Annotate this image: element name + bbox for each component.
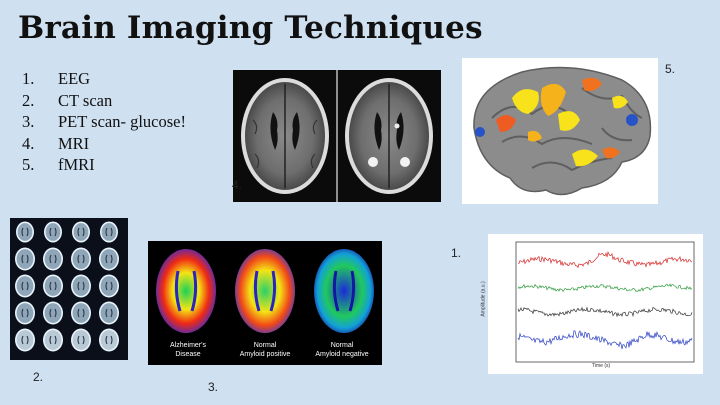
eeg-caption: 1. [451, 246, 462, 260]
fmri-image [462, 58, 658, 204]
eeg-xlabel: Time (s) [592, 363, 611, 369]
slide-title: Brain Imaging Techniques [18, 10, 483, 46]
list-number: 1. [22, 69, 35, 88]
ct-slice [99, 329, 119, 352]
ct-slice [15, 329, 35, 352]
eeg-trace [518, 331, 692, 349]
eeg-trace [518, 252, 692, 267]
pet-label-line: Amyloid positive [239, 350, 291, 358]
list-label: fMRI [58, 155, 95, 174]
pet-label-line: Alzheimer's [170, 342, 206, 349]
pet-caption: 3. [208, 380, 219, 394]
ct-caption: 2. [33, 370, 44, 384]
pet-scan-image [148, 241, 382, 365]
ct-slice [16, 222, 34, 243]
ct-slice [71, 329, 91, 352]
list-number: 5. [22, 155, 35, 174]
list-item [22, 68, 186, 90]
list-label: CT scan [58, 90, 113, 110]
list-label: PET scan- glucose! [58, 112, 186, 131]
pet-label [227, 342, 303, 359]
list-item [22, 154, 186, 176]
ct-slice [100, 222, 118, 243]
pet-label-line: Disease [175, 350, 201, 358]
ct-slice [99, 248, 119, 271]
list-item [22, 90, 186, 112]
ct-slice [43, 275, 63, 298]
list-label: MRI [58, 133, 90, 153]
pet-label [150, 342, 226, 359]
ct-slice [15, 248, 35, 271]
fmri-caption: 5. [665, 62, 676, 76]
eeg-ylabel: Amplitude (a.u.) [480, 281, 487, 317]
ct-slice [43, 248, 63, 271]
ct-slice [15, 275, 35, 298]
ct-slice [71, 275, 91, 298]
ct-slice [71, 302, 91, 325]
ct-slice [43, 302, 63, 325]
ct-slice [72, 222, 90, 243]
mri-image [233, 70, 441, 202]
eeg-image [480, 234, 703, 374]
ct-slice [71, 248, 91, 271]
eeg-trace [518, 308, 692, 317]
list-number: 4. [22, 133, 35, 153]
list-label: EEG [58, 69, 91, 88]
list-number: 2. [22, 90, 35, 110]
ct-scan-image [10, 218, 128, 360]
ct-slice [44, 222, 62, 243]
ct-slice [15, 302, 35, 325]
list-number: 3. [22, 112, 35, 131]
ct-slice [99, 302, 119, 325]
eeg-trace [518, 284, 692, 291]
ct-slice [99, 275, 119, 298]
pet-label-line: Amyloid negative [315, 350, 369, 358]
techniques-list [22, 68, 186, 176]
ct-slice [43, 329, 63, 352]
mri-caption: 4. [232, 178, 243, 192]
pet-label-line: Normal [253, 342, 277, 349]
pet-label [304, 342, 380, 359]
pet-label-line: Normal [330, 342, 354, 349]
list-item [22, 111, 186, 133]
list-item [22, 133, 186, 155]
